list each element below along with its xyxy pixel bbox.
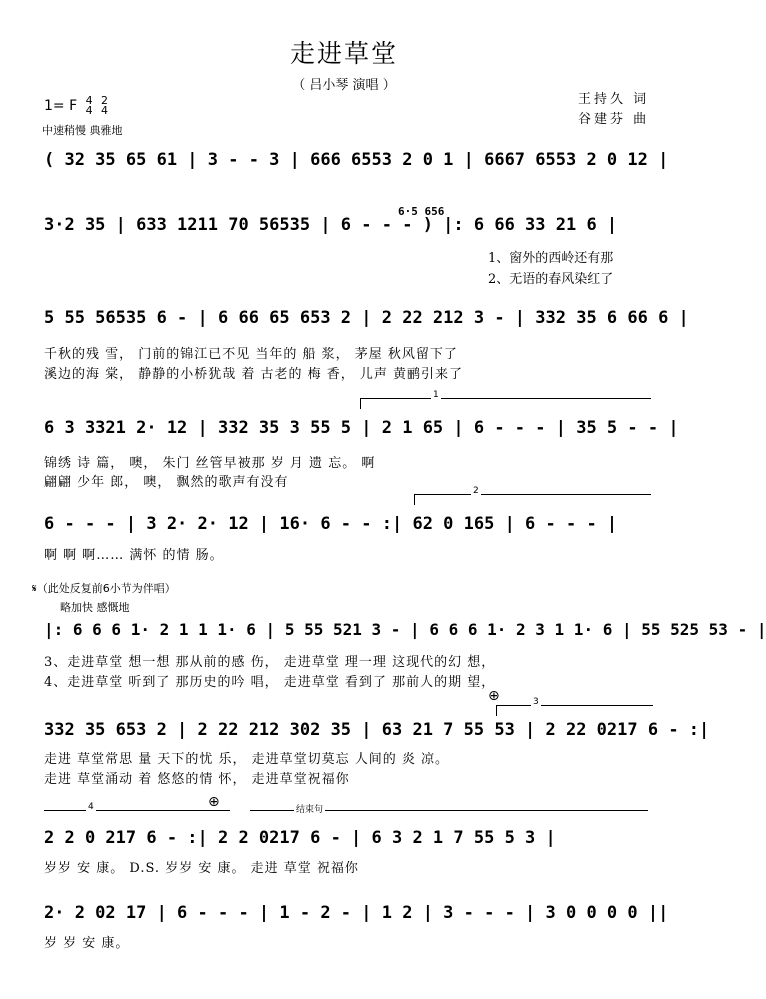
lyrics-line-8: 岁岁 安 康。 D.S. 岁岁 安 康。 走进 草堂 祝福你: [44, 861, 359, 876]
tempo-marking-2: 略加快 感慨地: [60, 601, 130, 614]
tempo-marking: 中速稍慢 典雅地: [42, 124, 123, 137]
volta-bracket-2: 2: [414, 494, 651, 505]
coda-sign-2: ⊕: [208, 794, 220, 810]
lyrics-line-9: 岁 岁 安 康。: [44, 936, 130, 951]
verse-1-intro: 1、窗外的西岭还有那: [488, 251, 614, 266]
score-line-3: 5 55 56535 6 - | 6 66 65 653 2 | 2 22 212 3 - | 332 35 6 66 6 |: [44, 308, 689, 328]
score-line-6: |: 6 6 6 1· 2 1 1 1· 6 | 5 55 521 3 - | 6 6 6 1· 2 3 1 1· 6 | 55 525 53 - |: [44, 620, 766, 639]
performer-subtitle: （ 吕小琴 演唱 ）: [292, 78, 396, 93]
score-line-4: 6 3 3321 2· 12 | 332 35 3 55 5 | 2 1 65 | 6 - - - | 35 5 - - |: [44, 418, 679, 438]
verse-2-intro: 2、无语的春风染红了: [488, 272, 614, 287]
lyrics-line-7-v1: 走进 草堂常思 量 天下的忧 乐， 走进草堂切莫忘 人间的 炎 凉。: [44, 752, 450, 767]
volta-bracket-1: 1: [360, 398, 651, 409]
lyricist: 王持久 词: [578, 92, 650, 107]
score-line-9: 2· 2 02 17 | 6 - - - | 1 - 2 - | 1 2 | 3 - - - | 3 0 0 0 0 ||: [44, 903, 669, 923]
lyrics-line-4-v2: 翩翩 少年 郎， 噢， 飘然的歌声有没有: [44, 475, 289, 490]
lyrics-line-4-v1: 锦绣 诗 篇， 噢， 朱门 丝管早被那 岁 月 遗 忘。 啊: [44, 456, 376, 471]
coda-sign-1: ⊕: [488, 688, 500, 704]
ornament-notes: 6·5 656: [398, 205, 445, 218]
volta-bracket-4: 4: [44, 810, 230, 821]
time-signature-2: 2 4: [101, 94, 109, 117]
lyrics-line-7-v2: 走进 草堂涌动 着 悠悠的情 怀， 走进草堂祝福你: [44, 772, 350, 787]
time-signature-1: 4 4: [85, 94, 93, 117]
lyrics-line-5: 啊 啊 啊…… 满怀 的情 肠。: [44, 548, 224, 563]
key-label: 1= F: [44, 98, 78, 114]
score-line-1: ( 32 35 65 61 | 3 - - 3 | 666 6553 2 0 1 | 6667 6553 2 0 12 |: [44, 150, 669, 170]
segno-note: 𝄋（此处反复前6小节为伴唱）: [32, 582, 176, 595]
composer: 谷建芬 曲: [578, 112, 650, 127]
lyrics-line-6-v1: 3、走进草堂 想一想 那从前的感 伤， 走进草堂 理一理 这现代的幻 想，: [44, 655, 496, 670]
score-line-7: 332 35 653 2 | 2 22 212 302 35 | 63 21 7 55 53 | 2 22 0217 6 - :|: [44, 720, 710, 740]
ending-bracket: 结束句: [250, 810, 648, 821]
lyrics-line-6-v2: 4、走进草堂 听到了 那历史的吟 唱， 走进草堂 看到了 那前人的期 望，: [44, 675, 496, 690]
score-line-8: 2 2 0 217 6 - :| 2 2 0217 6 - | 6 3 2 1 7 55 5 3 |: [44, 828, 556, 848]
volta-bracket-3: 3: [496, 705, 653, 716]
key-signature: [44, 96, 108, 116]
lyrics-line-3-v2: 溪边的海 棠， 静静的小桥犹哉 着 古老的 梅 香， 儿声 黄鹂引来了: [44, 367, 464, 382]
credits: [578, 90, 649, 130]
song-title: 走进草堂: [289, 39, 398, 68]
lyrics-line-3-v1: 千秋的残 雪， 门前的锦江已不见 当年的 船 浆， 茅屋 秋风留下了: [44, 347, 458, 362]
score-line-5: 6 - - - | 3 2· 2· 12 | 16· 6 - - :| 62 0 165 | 6 - - - |: [44, 514, 618, 534]
score-line-2: 3·2 35 | 633 1211 70 56535 | 6 - - - ) |: 6 66 33 21 6 |: [44, 215, 618, 235]
